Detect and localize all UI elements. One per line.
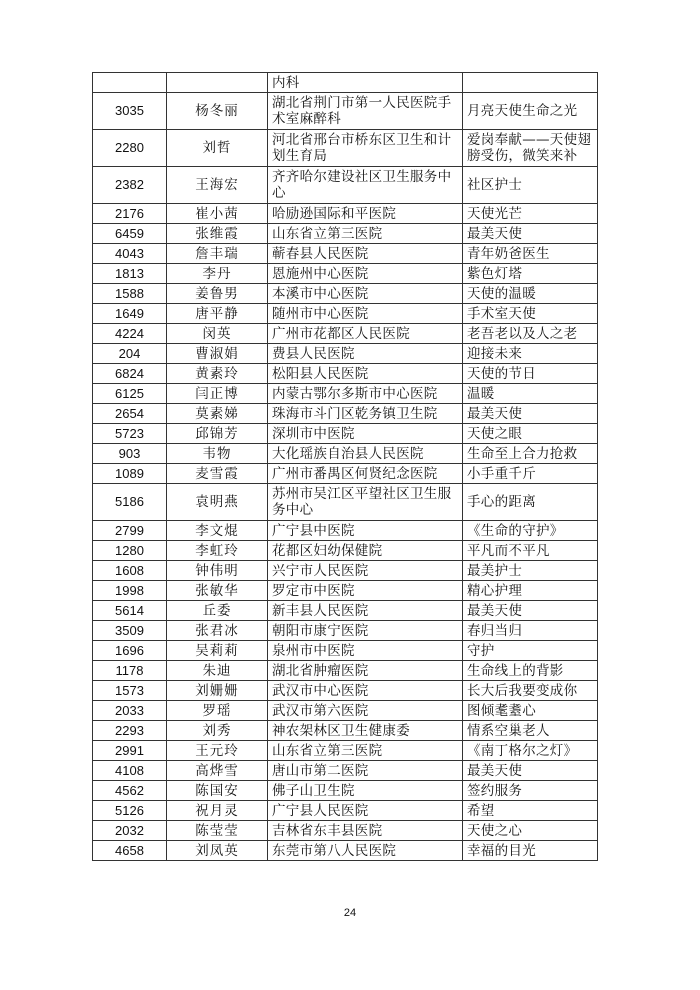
entry-organization: 珠海市斗门区乾务镇卫生院 bbox=[268, 404, 463, 424]
entry-title: 天使的节日 bbox=[463, 364, 598, 384]
entry-id bbox=[93, 73, 167, 93]
entry-id: 5614 bbox=[93, 601, 167, 621]
entry-organization: 朝阳市康宁医院 bbox=[268, 621, 463, 641]
entry-organization: 广宁县中医院 bbox=[268, 521, 463, 541]
table-row bbox=[93, 73, 598, 93]
entry-organization: 恩施州中心医院 bbox=[268, 264, 463, 284]
entry-name: 刘秀 bbox=[167, 721, 268, 741]
table-row bbox=[93, 761, 598, 781]
entry-title: 青年奶爸医生 bbox=[463, 244, 598, 264]
table-row bbox=[93, 224, 598, 244]
table-row bbox=[93, 561, 598, 581]
entry-name: 张君冰 bbox=[167, 621, 268, 641]
entry-name: 崔小茜 bbox=[167, 204, 268, 224]
entry-name: 麦雪霞 bbox=[167, 464, 268, 484]
entry-organization: 湖北省荆门市第一人民医院手术室麻醉科 bbox=[268, 93, 463, 130]
entry-organization: 湖北省肿瘤医院 bbox=[268, 661, 463, 681]
entry-title: 平凡而不平凡 bbox=[463, 541, 598, 561]
entry-title: 紫色灯塔 bbox=[463, 264, 598, 284]
entry-id: 1089 bbox=[93, 464, 167, 484]
entry-title: 生命至上合力抢救 bbox=[463, 444, 598, 464]
entry-organization: 佛子山卫生院 bbox=[268, 781, 463, 801]
entries-table bbox=[92, 72, 598, 861]
entry-id: 1696 bbox=[93, 641, 167, 661]
entry-organization: 广州市花都区人民医院 bbox=[268, 324, 463, 344]
table-row bbox=[93, 541, 598, 561]
entry-title: 图倾耄耋心 bbox=[463, 701, 598, 721]
table-row bbox=[93, 801, 598, 821]
table-row bbox=[93, 821, 598, 841]
table-row bbox=[93, 364, 598, 384]
table-row bbox=[93, 204, 598, 224]
entry-name: 刘凤英 bbox=[167, 841, 268, 861]
entry-id: 5186 bbox=[93, 484, 167, 521]
entry-organization: 花都区妇幼保健院 bbox=[268, 541, 463, 561]
entry-id: 1608 bbox=[93, 561, 167, 581]
table-row bbox=[93, 641, 598, 661]
table-row bbox=[93, 304, 598, 324]
entry-name: 吴莉莉 bbox=[167, 641, 268, 661]
entry-organization: 广宁县人民医院 bbox=[268, 801, 463, 821]
entry-organization: 随州市中心医院 bbox=[268, 304, 463, 324]
table-row bbox=[93, 521, 598, 541]
table-row bbox=[93, 701, 598, 721]
entry-name: 袁明燕 bbox=[167, 484, 268, 521]
table-row bbox=[93, 444, 598, 464]
entry-organization: 大化瑶族自治县人民医院 bbox=[268, 444, 463, 464]
table-row bbox=[93, 404, 598, 424]
entry-title: 老吾老以及人之老 bbox=[463, 324, 598, 344]
entry-id: 3509 bbox=[93, 621, 167, 641]
entry-title: 长大后我要变成你 bbox=[463, 681, 598, 701]
entry-id: 2293 bbox=[93, 721, 167, 741]
entry-id: 1813 bbox=[93, 264, 167, 284]
entry-name: 罗瑶 bbox=[167, 701, 268, 721]
entry-organization: 费县人民医院 bbox=[268, 344, 463, 364]
entry-title: 天使之眼 bbox=[463, 424, 598, 444]
entry-organization: 哈励逊国际和平医院 bbox=[268, 204, 463, 224]
entry-id: 2176 bbox=[93, 204, 167, 224]
table-row bbox=[93, 781, 598, 801]
table-row bbox=[93, 721, 598, 741]
entry-title: 情系空巢老人 bbox=[463, 721, 598, 741]
entry-organization: 河北省邢台市桥东区卫生和计划生育局 bbox=[268, 130, 463, 167]
entry-title: 最美护士 bbox=[463, 561, 598, 581]
entry-id: 2033 bbox=[93, 701, 167, 721]
entry-organization: 广州市番禺区何贤纪念医院 bbox=[268, 464, 463, 484]
entry-name: 丘委 bbox=[167, 601, 268, 621]
entry-id: 1998 bbox=[93, 581, 167, 601]
table-row bbox=[93, 661, 598, 681]
table-row bbox=[93, 484, 598, 521]
entry-name: 韦物 bbox=[167, 444, 268, 464]
entry-id: 2280 bbox=[93, 130, 167, 167]
entry-title: 《南丁格尔之灯》 bbox=[463, 741, 598, 761]
entry-organization: 内科 bbox=[268, 73, 463, 93]
table-row bbox=[93, 601, 598, 621]
table-row bbox=[93, 264, 598, 284]
entry-id: 5126 bbox=[93, 801, 167, 821]
entry-organization: 松阳县人民医院 bbox=[268, 364, 463, 384]
entry-id: 4658 bbox=[93, 841, 167, 861]
entry-name: 陈莹莹 bbox=[167, 821, 268, 841]
entry-organization: 山东省立第三医院 bbox=[268, 224, 463, 244]
entry-organization: 武汉市中心医院 bbox=[268, 681, 463, 701]
entry-organization: 东莞市第八人民医院 bbox=[268, 841, 463, 861]
entry-name: 莫素娣 bbox=[167, 404, 268, 424]
entry-name: 闫正博 bbox=[167, 384, 268, 404]
table-row bbox=[93, 167, 598, 204]
entry-title: 迎接未来 bbox=[463, 344, 598, 364]
entry-title: 爱岗奉献——天使翅膀受伤，微笑来补 bbox=[463, 130, 598, 167]
entry-id: 1588 bbox=[93, 284, 167, 304]
entry-name: 李丹 bbox=[167, 264, 268, 284]
entry-organization: 山东省立第三医院 bbox=[268, 741, 463, 761]
entry-title: 天使光芒 bbox=[463, 204, 598, 224]
table-row bbox=[93, 244, 598, 264]
entry-id: 4108 bbox=[93, 761, 167, 781]
entries-table-body bbox=[93, 73, 598, 861]
entry-id: 1280 bbox=[93, 541, 167, 561]
entry-name bbox=[167, 73, 268, 93]
table-row bbox=[93, 621, 598, 641]
entry-organization: 兴宁市人民医院 bbox=[268, 561, 463, 581]
entry-name: 张敏华 bbox=[167, 581, 268, 601]
entry-title bbox=[463, 73, 598, 93]
entry-organization: 吉林省东丰县医院 bbox=[268, 821, 463, 841]
entry-title: 小手重千斤 bbox=[463, 464, 598, 484]
entry-name: 张维霞 bbox=[167, 224, 268, 244]
entry-id: 2654 bbox=[93, 404, 167, 424]
table-row bbox=[93, 581, 598, 601]
table-row bbox=[93, 681, 598, 701]
entry-organization: 唐山市第二医院 bbox=[268, 761, 463, 781]
entry-organization: 本溪市中心医院 bbox=[268, 284, 463, 304]
entry-organization: 蕲春县人民医院 bbox=[268, 244, 463, 264]
entry-name: 邱锦芳 bbox=[167, 424, 268, 444]
entry-title: 幸福的目光 bbox=[463, 841, 598, 861]
entry-title: 精心护理 bbox=[463, 581, 598, 601]
entry-id: 3035 bbox=[93, 93, 167, 130]
entry-name: 曹淑娟 bbox=[167, 344, 268, 364]
table-row bbox=[93, 384, 598, 404]
entry-title: 月亮天使生命之光 bbox=[463, 93, 598, 130]
entry-title: 最美天使 bbox=[463, 404, 598, 424]
entry-name: 刘姗姗 bbox=[167, 681, 268, 701]
table-row bbox=[93, 841, 598, 861]
entry-id: 6824 bbox=[93, 364, 167, 384]
entry-id: 2032 bbox=[93, 821, 167, 841]
entry-organization: 内蒙古鄂尔多斯市中心医院 bbox=[268, 384, 463, 404]
table-row bbox=[93, 464, 598, 484]
entry-title: 希望 bbox=[463, 801, 598, 821]
entry-name: 姜鲁男 bbox=[167, 284, 268, 304]
entry-name: 陈国安 bbox=[167, 781, 268, 801]
entry-title: 春归当归 bbox=[463, 621, 598, 641]
table-row bbox=[93, 324, 598, 344]
entry-name: 钟伟明 bbox=[167, 561, 268, 581]
entry-id: 2382 bbox=[93, 167, 167, 204]
entry-title: 最美天使 bbox=[463, 601, 598, 621]
entry-id: 5723 bbox=[93, 424, 167, 444]
entry-name: 唐平静 bbox=[167, 304, 268, 324]
entry-title: 生命线上的背影 bbox=[463, 661, 598, 681]
entry-organization: 苏州市吴江区平望社区卫生服务中心 bbox=[268, 484, 463, 521]
entry-id: 4562 bbox=[93, 781, 167, 801]
entry-name: 李文焜 bbox=[167, 521, 268, 541]
entry-organization: 泉州市中医院 bbox=[268, 641, 463, 661]
entry-organization: 神农架林区卫生健康委 bbox=[268, 721, 463, 741]
table-row bbox=[93, 130, 598, 167]
entry-name: 祝月灵 bbox=[167, 801, 268, 821]
entry-id: 1649 bbox=[93, 304, 167, 324]
entry-organization: 新丰县人民医院 bbox=[268, 601, 463, 621]
entry-title: 《生命的守护》 bbox=[463, 521, 598, 541]
entry-id: 6459 bbox=[93, 224, 167, 244]
table-row bbox=[93, 741, 598, 761]
entry-id: 4224 bbox=[93, 324, 167, 344]
entry-id: 4043 bbox=[93, 244, 167, 264]
entry-name: 高烨雪 bbox=[167, 761, 268, 781]
entry-title: 温暖 bbox=[463, 384, 598, 404]
entry-title: 签约服务 bbox=[463, 781, 598, 801]
entry-name: 王元玲 bbox=[167, 741, 268, 761]
table-row bbox=[93, 344, 598, 364]
entry-title: 最美天使 bbox=[463, 224, 598, 244]
entry-title: 最美天使 bbox=[463, 761, 598, 781]
entry-id: 903 bbox=[93, 444, 167, 464]
entry-name: 闵英 bbox=[167, 324, 268, 344]
entry-id: 6125 bbox=[93, 384, 167, 404]
entry-title: 社区护士 bbox=[463, 167, 598, 204]
page-number: 24 bbox=[343, 907, 357, 919]
entry-id: 1573 bbox=[93, 681, 167, 701]
entry-name: 詹丰瑞 bbox=[167, 244, 268, 264]
entry-title: 天使之心 bbox=[463, 821, 598, 841]
entry-organization: 齐齐哈尔建设社区卫生服务中心 bbox=[268, 167, 463, 204]
entry-id: 204 bbox=[93, 344, 167, 364]
entry-organization: 武汉市第六医院 bbox=[268, 701, 463, 721]
entry-id: 2799 bbox=[93, 521, 167, 541]
entry-name: 黄素玲 bbox=[167, 364, 268, 384]
entry-name: 刘哲 bbox=[167, 130, 268, 167]
entry-name: 王海宏 bbox=[167, 167, 268, 204]
entry-organization: 罗定市中医院 bbox=[268, 581, 463, 601]
entry-id: 2991 bbox=[93, 741, 167, 761]
entry-name: 杨冬丽 bbox=[167, 93, 268, 130]
entry-title: 手心的距离 bbox=[463, 484, 598, 521]
entry-id: 1178 bbox=[93, 661, 167, 681]
entry-title: 守护 bbox=[463, 641, 598, 661]
entry-title: 手术室天使 bbox=[463, 304, 598, 324]
table-row bbox=[93, 284, 598, 304]
entry-title: 天使的温暖 bbox=[463, 284, 598, 304]
entry-organization: 深圳市中医院 bbox=[268, 424, 463, 444]
entry-name: 李虹玲 bbox=[167, 541, 268, 561]
table-row bbox=[93, 424, 598, 444]
table-row bbox=[93, 93, 598, 130]
entry-name: 朱迪 bbox=[167, 661, 268, 681]
